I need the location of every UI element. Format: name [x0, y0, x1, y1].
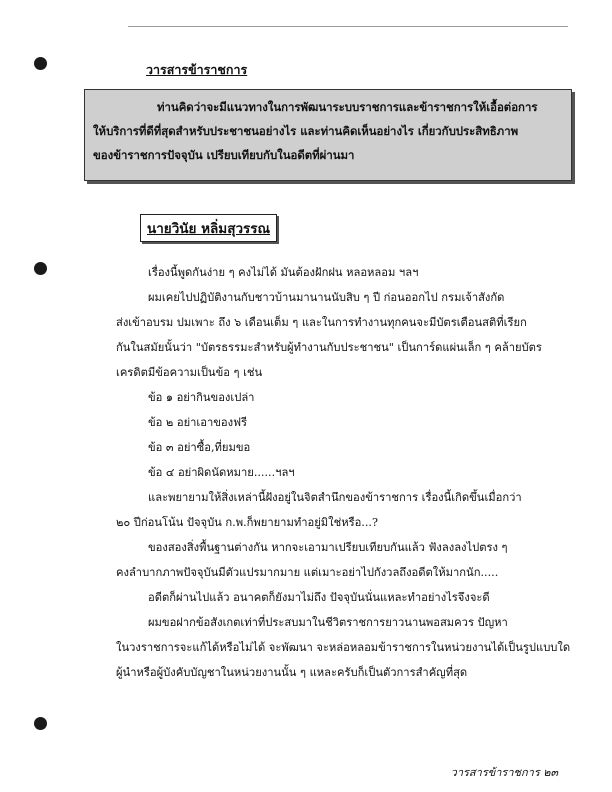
question-line: ของข้าราชการปัจจุบัน เปรียบเทียบกับในอดีตที่ผ่านมา	[93, 148, 355, 162]
list-item: ข้อ ๔ อย่าผิดนัดหมาย......ฯลฯ	[148, 466, 295, 479]
paragraph: อดีตก็ผ่านไปแล้ว อนาคตก็ยังมาไม่ถึง ปัจจุบันนั่นแหละทำอย่างไรจึงจะดี	[148, 591, 490, 604]
paragraph: เรื่องนี้พูดกันง่าย ๆ คงไม่ได้ มันต้องฝักฝน หลอหลอม ฯลฯ	[148, 266, 419, 279]
article-body	[116, 260, 571, 685]
paragraph-line: ของสองสิ่งพื้นฐานต่างกัน หากจะเอามาเปรียบเทียบกันแล้ว ฟังลงลงไปตรง ๆ	[148, 541, 508, 554]
page-footer: วารสารข้าราชการ ๒๓	[450, 766, 558, 779]
paragraph-line: คงลำบากภาพปัจจุบันมีตัวแปรมากมาย แต่เมาะอย่าไปกังวลถึงอดีตให้มากนัก.....	[116, 566, 499, 579]
question-line: ท่านคิดว่าจะมีแนวทางในการพัฒนาระบบราชการและข้าราชการให้เอื้อต่อการ	[157, 100, 538, 114]
author-name: นายวินัย หลิ่มสุวรรณ	[140, 214, 277, 242]
paragraph-line: และพยายามให้สิ่งเหล่านี้ฝังอยู่ในจิตสำนึกของข้าราชการ เรื่องนี้เกิดขึ้นเมื่อกว่า	[148, 491, 522, 504]
top-rule	[128, 26, 568, 27]
paragraph-line: ในวงราชการจะแก้ได้หรือไม่ได้ จะพัฒนา จะหล่อหลอมข้าราชการในหน่วยงานได้เป็นรูปแบบใด	[116, 641, 571, 654]
paragraph-line: เครดิตมีข้อความเป็นข้อ ๆ เช่น	[116, 366, 263, 379]
binder-hole-bottom	[34, 717, 47, 730]
paragraph-line: กันในสมัยนั้นว่า "บัตรธรรมะสำหรับผู้ทำงานกับประชาชน" เป็นการ์ดแผ่นเล็ก ๆ คล้ายบัตร	[116, 341, 542, 354]
paragraph-line: ๒๐ ปีก่อนโน้น ปัจจุบัน ก.พ.ก็พยายามทำอยู่มิใช่หรือ...?	[116, 516, 378, 529]
question-line: ให้บริการที่ดีที่สุดสำหรับประชาชนอย่างไร และท่านคิดเห็นอย่างไร เกี่ยวกับประสิทธิภาพ	[93, 124, 519, 138]
journal-title: วารสารข้าราชการ	[146, 62, 248, 77]
binder-hole-middle	[34, 262, 47, 275]
paragraph-line: ผมขอฝากข้อสังเกตเท่าที่ประสบมาในชีวิตราชการยาวนานพอสมควร ปัญหา	[148, 616, 508, 629]
binder-hole-top	[34, 57, 47, 70]
list-item: ข้อ ๓ อย่าซื้อ,ที่ยมขอ	[148, 441, 251, 454]
paragraph-line: ส่งเข้าอบรม ปมเพาะ ถึง ๖ เดือนเต็ม ๆ และในการทำงานทุกคนจะมีบัตรเตือนสติที่เรียก	[116, 316, 527, 329]
list-item: ข้อ ๑ อย่ากินของเปล่า	[148, 391, 255, 404]
paragraph-line: ผมเคยไปปฏิบัติงานกับชาวบ้านมานานนับสิบ ๆ ปี ก่อนออกไป กรมเจ้าสังกัด	[148, 291, 505, 304]
question-box	[84, 89, 572, 181]
paragraph-line: ผู้นำหรือผู้บังคับบัญชาในหน่วยงานนั้น ๆ แหละครับก็เป็นตัวการสำคัญที่สุด	[116, 666, 468, 679]
list-item: ข้อ ๒ อย่าเอาของฟรี	[148, 416, 247, 429]
